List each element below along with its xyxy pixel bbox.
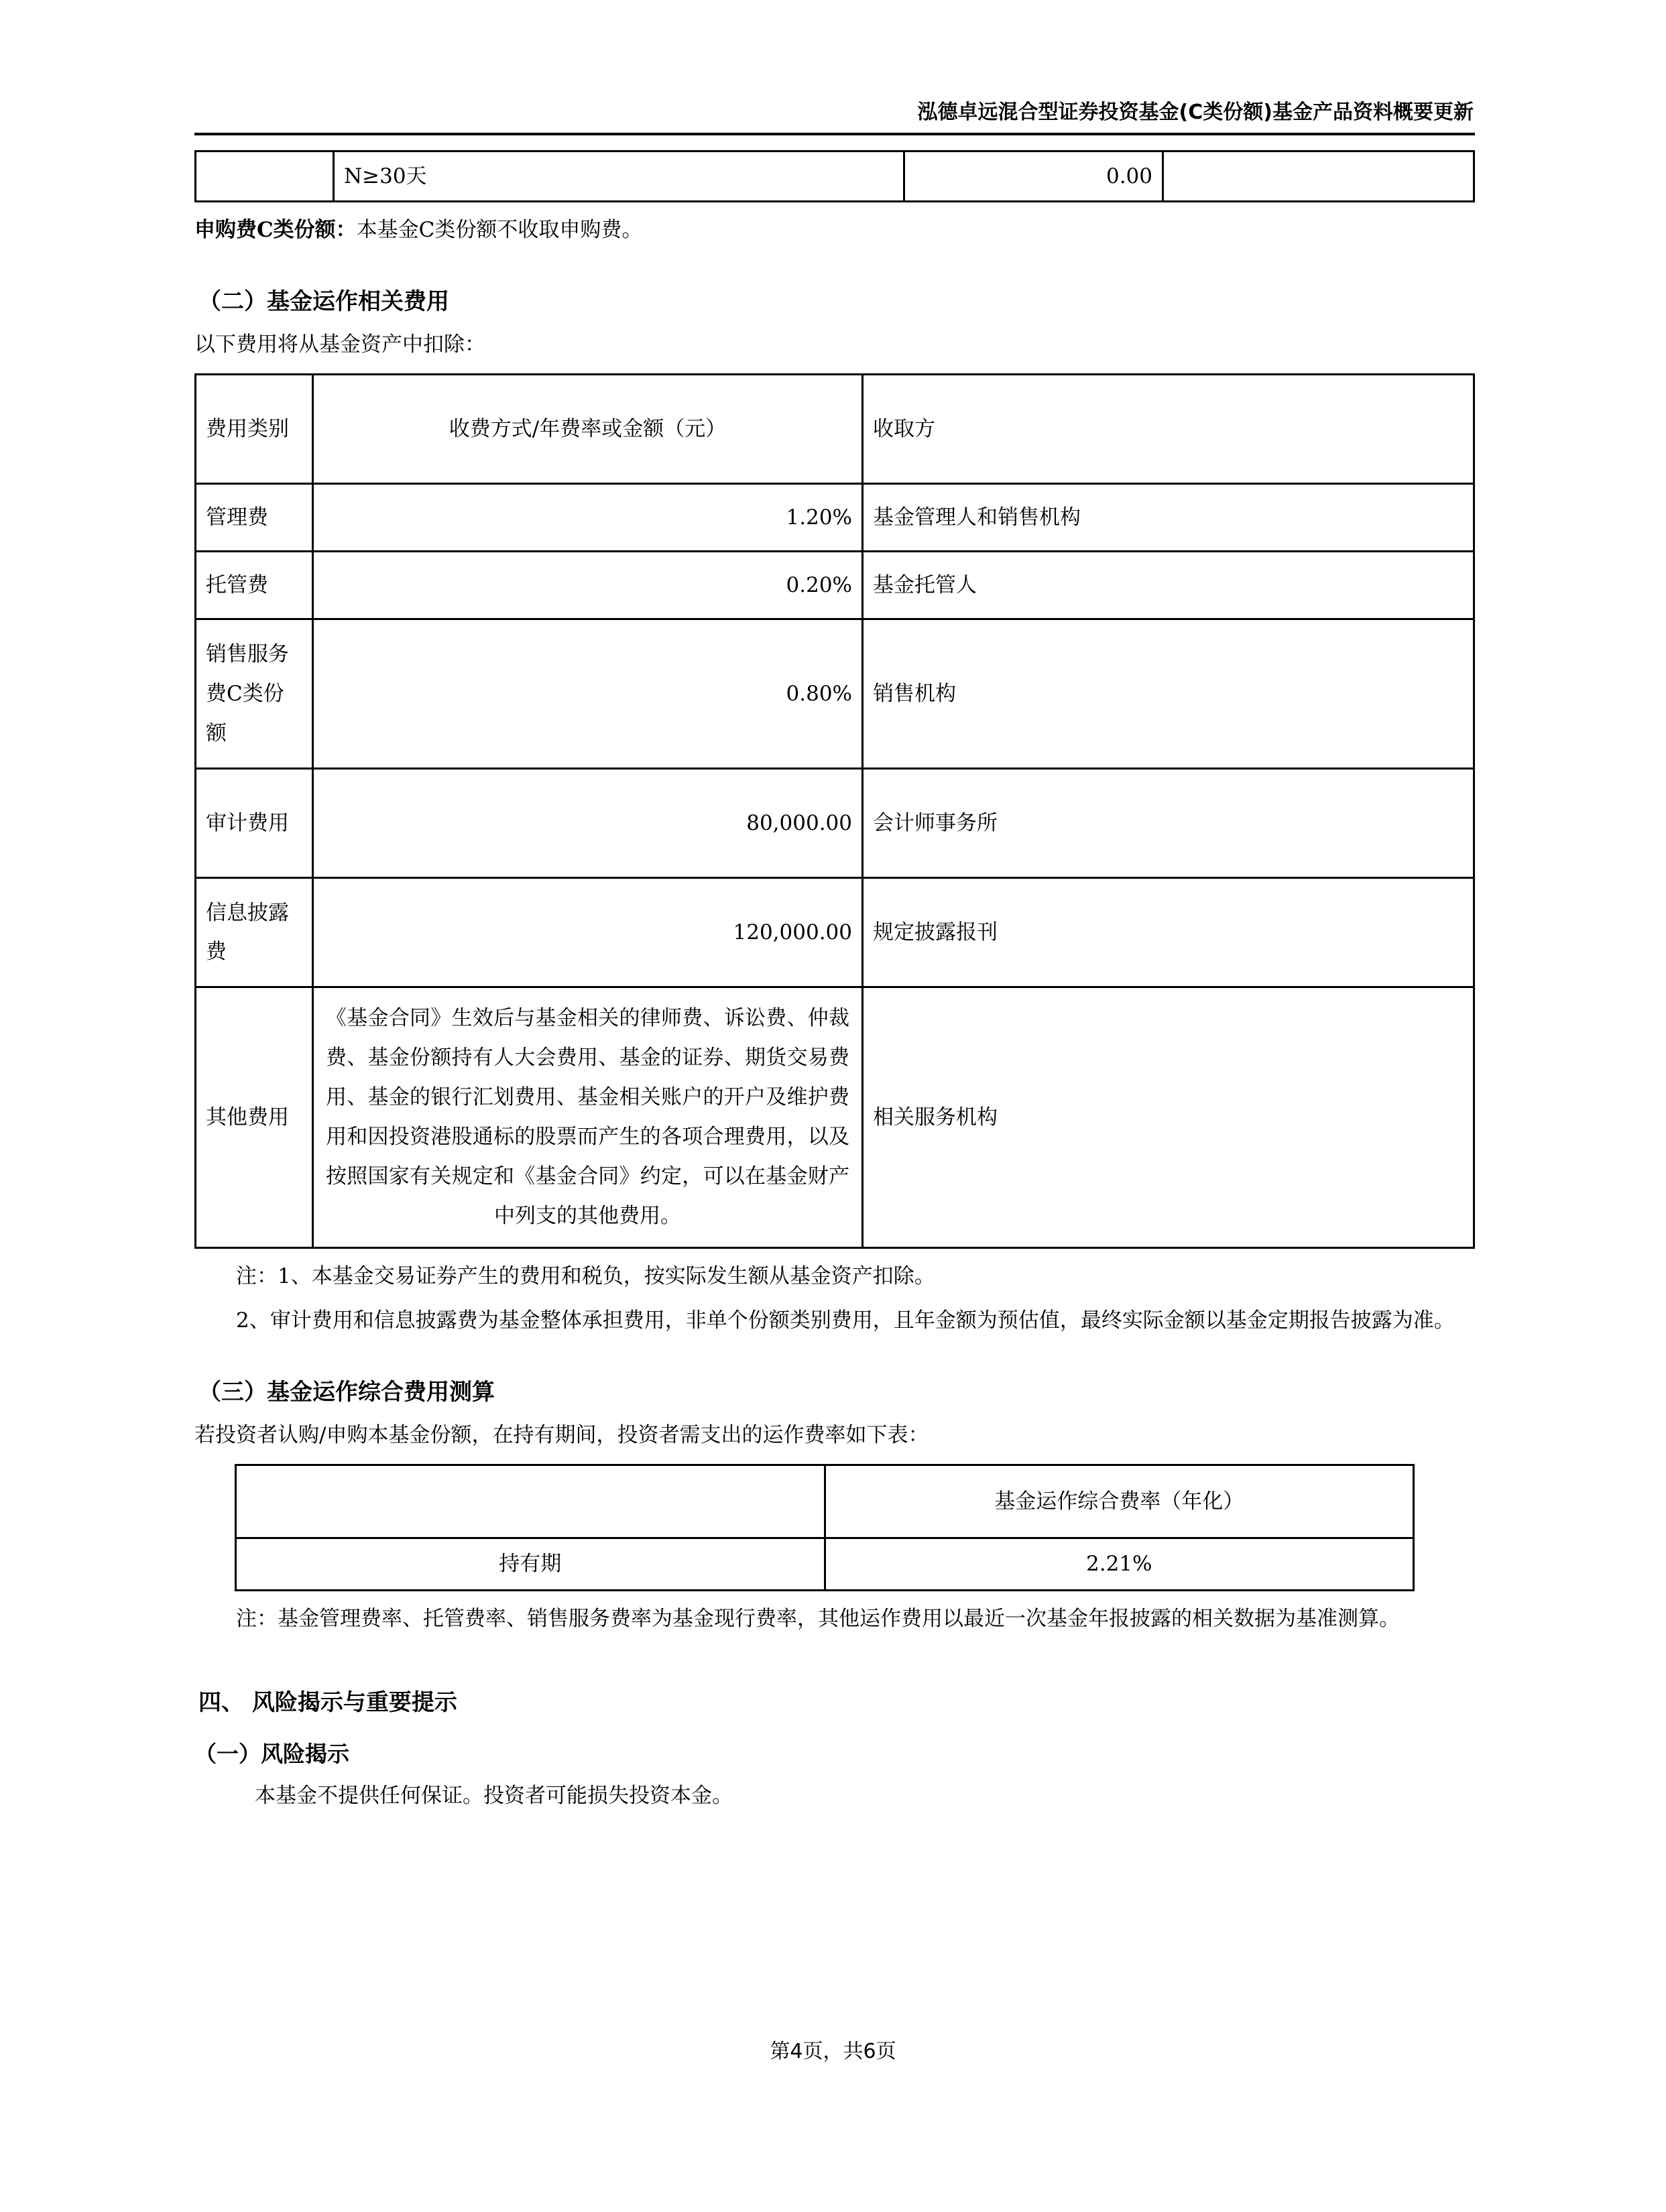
document-header <box>194 101 1475 135</box>
header-cell-category: 费用类别 <box>196 375 313 484</box>
cell-payee: 基金管理人和销售机构 <box>863 484 1474 552</box>
table-row <box>196 484 1474 552</box>
cell-rate-value: 2.21% <box>825 1538 1414 1591</box>
subscription-fee-label: 申购费C类份额： <box>194 218 357 242</box>
table-row <box>196 987 1474 1247</box>
table-row <box>196 552 1474 619</box>
cell-category: 其他费用 <box>196 987 313 1247</box>
redemption-fee-table-continued <box>194 150 1475 202</box>
section-heading-three: （三）基金运作综合费用测算 <box>198 1379 495 1406</box>
section-two-lead: 以下费用将从基金资产中扣除： <box>194 332 485 357</box>
comprehensive-fee-table <box>235 1464 1415 1591</box>
header-divider <box>194 133 1475 135</box>
cell-value: 0.80% <box>313 619 863 769</box>
cell-payee: 会计师事务所 <box>863 769 1474 878</box>
cell-payee: 基金托管人 <box>863 552 1474 619</box>
page-footer: 第4页，共6页 <box>770 2040 896 2063</box>
cell-payee: 销售机构 <box>863 619 1474 769</box>
cell-category: 托管费 <box>196 552 313 619</box>
subscription-fee-note <box>194 213 1475 247</box>
section-heading-two: （二）基金运作相关费用 <box>198 288 449 316</box>
fee-note-1: 注：1、本基金交易证券产生的费用和税负，按实际发生额从基金资产扣除。 <box>236 1264 935 1288</box>
table-header-row <box>236 1465 1414 1538</box>
cell-category: 信息披露费 <box>196 878 313 987</box>
cell-category: 销售服务费C类份额 <box>196 619 313 769</box>
section-heading-four: 四、 风险揭示与重要提示 <box>198 1689 457 1717</box>
risk-disclosure-body: 本基金不提供任何保证。投资者可能损失投资本金。 <box>255 1784 733 1808</box>
cell-payee: 相关服务机构 <box>863 987 1474 1247</box>
cell-value: 0.00 <box>904 151 1163 202</box>
table-row <box>236 1538 1414 1591</box>
fee-note-2: 2、审计费用和信息披露费为基金整体承担费用，非单个份额类别费用，且年金额为预估值，最终实际金额以基金定期报告披露为准。 <box>236 1308 1455 1333</box>
comprehensive-fee-note: 注：基金管理费率、托管费率、销售服务费率为基金现行费率，其他运作费用以最近一次基金年报披露的相关数据为基准测算。 <box>236 1606 1400 1631</box>
cell-value: 0.20% <box>313 552 863 619</box>
section-four-sub-heading: （一）风险揭示 <box>194 1741 349 1768</box>
header-title: 泓德卓远混合型证券投资基金(C类份额)基金产品资料概要更新 <box>917 101 1474 124</box>
cell-value: 120,000.00 <box>313 878 863 987</box>
fund-operation-fee-table <box>194 373 1475 1248</box>
section-three-lead: 若投资者认购/申购本基金份额，在持有期间，投资者需支出的运作费率如下表： <box>194 1423 929 1448</box>
table-row <box>196 878 1474 987</box>
table-row <box>196 151 1474 202</box>
header-cell-payee: 收取方 <box>863 375 1474 484</box>
subscription-fee-text: 本基金C类份额不收取申购费。 <box>356 218 643 242</box>
header-cell-method: 收费方式/年费率或金额（元） <box>313 375 863 484</box>
cell-category: 管理费 <box>196 484 313 552</box>
cell-value: 《基金合同》生效后与基金相关的律师费、诉讼费、仲裁费、基金份额持有人大会费用、基金的证券、期货交易费用、基金的银行汇划费用、基金相关账户的开户及维护费用和因投资港股通标的股票而产生的各项合理费用，以及按照国家有关规定和《基金合同》约定，可以在基金财产中列支的其他费用。 <box>313 987 863 1247</box>
page-content <box>194 101 1475 1812</box>
cell-category: 审计费用 <box>196 769 313 878</box>
table-row <box>196 619 1474 769</box>
cell-category <box>196 151 334 202</box>
table-row <box>196 769 1474 878</box>
cell-value: 1.20% <box>313 484 863 552</box>
cell-payee: 规定披露报刊 <box>863 878 1474 987</box>
cell-holding-period: 持有期 <box>236 1538 825 1591</box>
header-cell-rate: 基金运作综合费率（年化） <box>825 1465 1414 1538</box>
header-cell-blank <box>236 1465 825 1538</box>
table-header-row <box>196 375 1474 484</box>
cell-value: 80,000.00 <box>313 769 863 878</box>
cell-extra <box>1163 151 1474 202</box>
cell-condition: N≥30天 <box>334 151 904 202</box>
